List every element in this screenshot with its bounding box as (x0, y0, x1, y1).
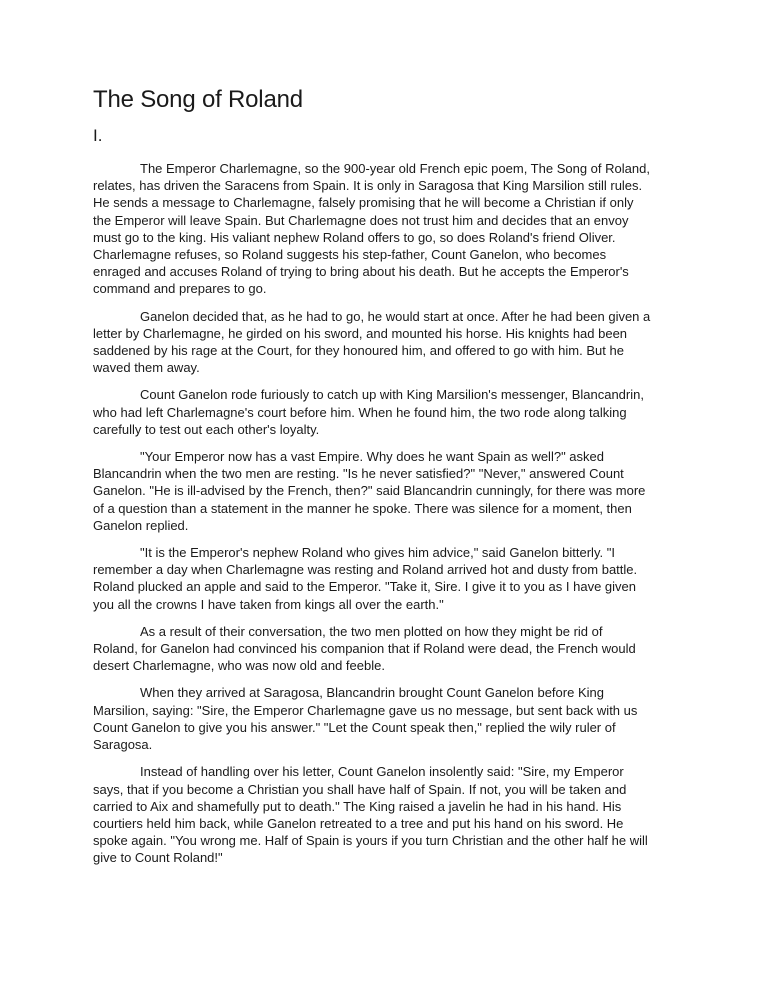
document-title: The Song of Roland (93, 86, 303, 113)
document-body (93, 160, 683, 867)
paragraph-line: enraged and accuses Roland of trying to bring about his death. But he accepts the Emperor's (93, 264, 629, 280)
paragraph-line: must go to the king. His valiant nephew Roland offers to go, so does Roland's friend Oliver. (93, 229, 616, 245)
paragraph-line: carried to Aix and shamefully put to death." The King raised a javelin he had in his hand. His (93, 798, 622, 814)
paragraph-line: carefully to test out each other's loyalty. (93, 421, 320, 437)
paragraph-line: Charlemagne refuses, so Roland suggests his step-father, Count Ganelon, who becomes (93, 247, 607, 263)
paragraph-line: letter by Charlemagne, he girded on his sword, and mounted his horse. His knights had been (93, 325, 628, 341)
paragraph-line: give to Count Roland!" (93, 850, 223, 866)
paragraph-line: Count Ganelon rode furiously to catch up with King Marsilion's messenger, Blancandrin, (140, 387, 644, 403)
paragraph-line: of a question than a statement in the manner he spoke. There was silence for a moment, then (93, 500, 632, 516)
paragraph-line: desert Charlemagne, who was now old and feeble. (93, 658, 385, 674)
paragraph (93, 448, 683, 534)
paragraph-line: says, that if you become a Christian you shall have half of Spain. If not, you will be taken and (93, 781, 627, 797)
paragraph-line: Blancandrin when the two men are resting. "Is he never satisfied?" "Never," answered Count (93, 466, 624, 482)
paragraph (93, 623, 683, 675)
paragraph (93, 544, 683, 613)
paragraph-line: relates, has driven the Saracens from Spain. It is only in Saragosa that King Marsilion still rules. (93, 178, 643, 194)
paragraph-line: waved them away. (93, 360, 200, 376)
paragraph-line: The Emperor Charlemagne, so the 900-year old French epic poem, The Song of Roland, (140, 161, 650, 176)
paragraph-line: spoke again. "You wrong me. Half of Spain is yours if you turn Christian and the other half he will (93, 833, 648, 849)
paragraph (93, 308, 683, 377)
paragraph (93, 386, 683, 438)
paragraph-line: remember a day when Charlemagne was resting and Roland arrived hot and dusty from battle. (93, 562, 638, 578)
paragraph-line: Instead of handling over his letter, Count Ganelon insolently said: "Sire, my Emperor (140, 764, 624, 780)
paragraph (93, 684, 683, 753)
paragraph-line: the Emperor will leave Spain. But Charlemagne does not trust him and decides that an envoy (93, 212, 629, 228)
paragraph-line: Ganelon. "He is ill-advised by the French, then?" said Blancandrin cunningly, for there was more (93, 483, 646, 499)
paragraph-line: Marsilion, saying: "Sire, the Emperor Charlemagne gave us no message, but sent back with us (93, 702, 638, 718)
paragraph (93, 160, 683, 298)
paragraph-line: saddened by his rage at the Court, for they honoured him, and offered to go with him. But he (93, 343, 624, 359)
paragraph (93, 763, 683, 866)
paragraph-line: As a result of their conversation, the two men plotted on how they might be rid of (140, 623, 603, 639)
paragraph-line: courtiers held him back, while Ganelon retreated to a tree and put his hand on his sword. He (93, 815, 624, 831)
paragraph-line: Roland plucked an apple and said to the Emperor. "Take it, Sire. I give it to you as I have given (93, 579, 636, 595)
paragraph-line: Saragosa. (93, 737, 153, 753)
paragraph-line: "It is the Emperor's nephew Roland who gives him advice," said Ganelon bitterly. "I (140, 545, 615, 561)
paragraph-line: He sends a message to Charlemagne, falsely promising that he will become a Christian if only (93, 195, 634, 211)
paragraph-line: Ganelon decided that, as he had to go, he would start at once. After he had been given a (140, 308, 651, 324)
paragraph-line: who had left Charlemagne's court before him. When he found him, the two rode along talking (93, 404, 627, 420)
paragraph-line: you all the crowns I have taken from kings all over the earth." (93, 596, 444, 612)
paragraph-line: When they arrived at Saragosa, Blancandrin brought Count Ganelon before King (140, 685, 604, 701)
paragraph-line: Ganelon replied. (93, 517, 189, 533)
section-heading: I. (93, 126, 103, 145)
paragraph-line: Roland, for Ganelon had convinced his companion that if Roland were dead, the French would (93, 641, 636, 657)
document-page (93, 84, 683, 877)
paragraph-line: Count Ganelon to give you his answer." "Let the Count speak then," replied the wily ruler of (93, 719, 616, 735)
paragraph-line: command and prepares to go. (93, 281, 267, 297)
paragraph-line: "Your Emperor now has a vast Empire. Why does he want Spain as well?" asked (140, 449, 604, 465)
